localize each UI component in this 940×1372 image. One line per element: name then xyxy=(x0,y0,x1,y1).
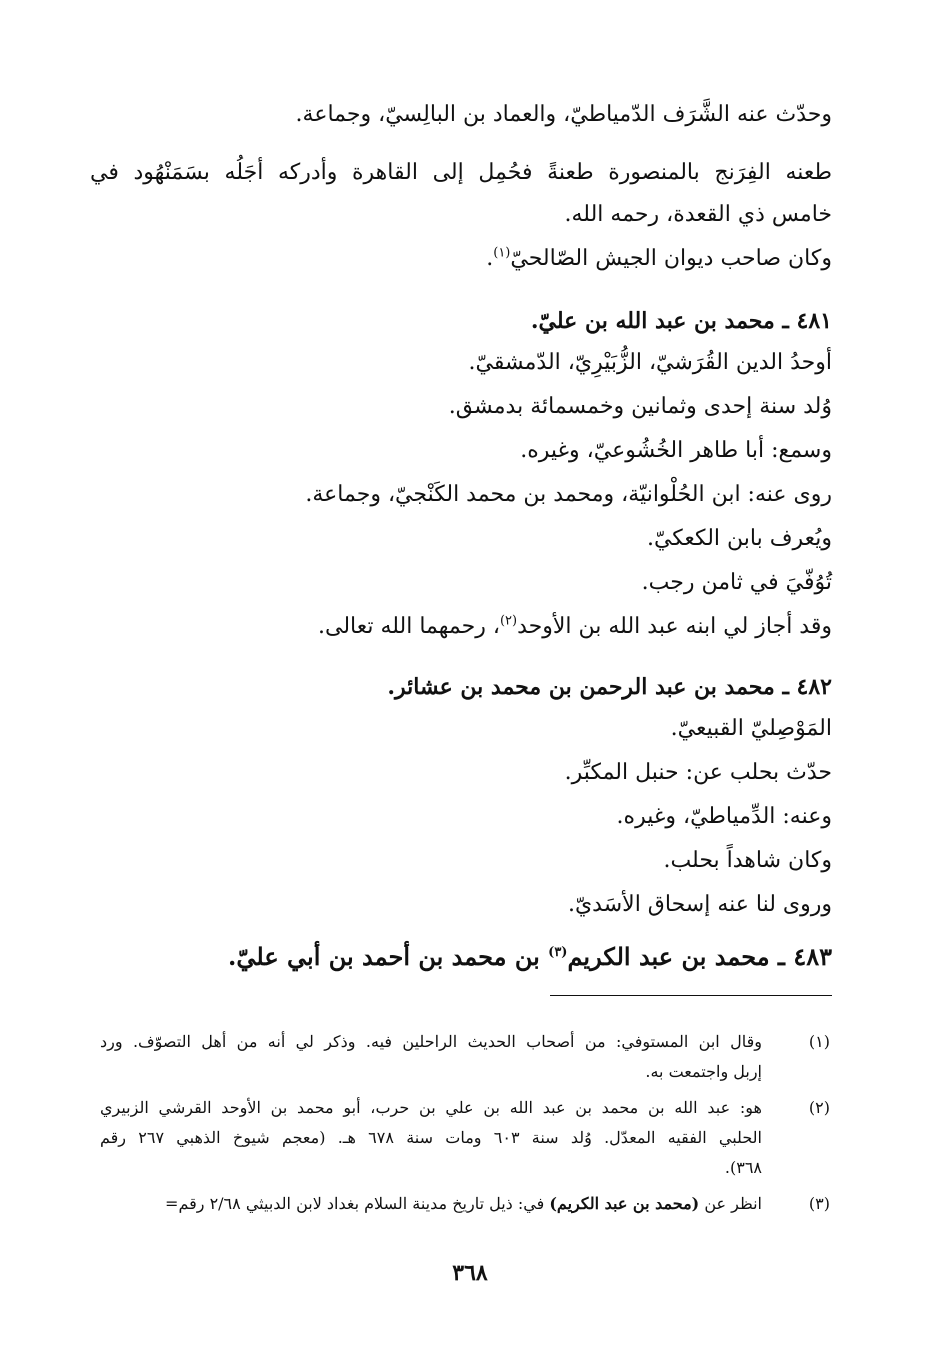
entry-482-line-4: وكان شاهداً بحلب. xyxy=(663,848,832,873)
footnote-3-line-1 xyxy=(96,1190,762,1218)
footnote-ref-3: (٣) xyxy=(548,945,568,960)
entry-482-line-3: وعنه: الدِّمياطيّ، وغيره. xyxy=(616,804,832,829)
entry-481-line-7 xyxy=(318,612,832,642)
entry-483-heading-b: بن محمد بن أحمد بن أبي عليّ. xyxy=(228,942,549,971)
entry-481-line-6: تُوُفّيَ في ثامن رجب. xyxy=(641,570,832,595)
entry-481-line-2: وُلد سنة إحدى وثمانين وخمسمائة بدمشق. xyxy=(448,394,832,419)
page-number: ٣٦٨ xyxy=(452,1260,488,1286)
footnote-3-text-b: في: ذيل تاريخ مدينة السلام بغداد لابن الدبيثي ٢/٦٨ رقم= xyxy=(165,1194,550,1213)
footnote-1-line-2: إربل واجتمعت به. xyxy=(645,1062,762,1081)
entry-481-heading: ٤٨١ ـ محمد بن عبد الله بن عليّ. xyxy=(530,308,832,334)
entry-481-line-1: أوحدُ الدين القُرَشيّ، الزُّبَيْرِيّ، الدّمشقيّ. xyxy=(468,350,832,375)
footnote-2-line-3: ٣٦٨). xyxy=(724,1158,762,1177)
entry-482-line-5: وروى لنا عنه إسحاق الأسَديّ. xyxy=(567,892,832,917)
footnote-3-text-a: انظر عن xyxy=(699,1194,762,1213)
footnote-2-number: (٢) xyxy=(808,1098,830,1117)
footnote-3-text-bold: (محمد بن عبد الكريم) xyxy=(549,1194,700,1213)
footnote-1-number: (١) xyxy=(808,1032,830,1051)
footnote-1-line-1: وقال ابن المستوفي: من أصحاب الحديث الراحلين فيه. وذكر لي أنه من أهل التصوّف. ورد xyxy=(100,1032,762,1051)
entry-483-heading-a: ٤٨٣ ـ محمد بن عبد الكريم xyxy=(567,942,832,971)
intro-line-4-end: . xyxy=(486,246,494,271)
footnote-separator xyxy=(550,995,832,996)
entry-482-heading: ٤٨٢ ـ محمد بن عبد الرحمن بن محمد بن عشائر. xyxy=(387,674,832,700)
entry-481-line-7-a: وقد أجاز لي ابنه عبد الله بن الأوحد xyxy=(517,614,832,639)
entry-481-line-7-b: ، رحمهما الله تعالى. xyxy=(318,614,500,639)
footnote-ref-1: (١) xyxy=(493,245,511,261)
footnote-2-line-1: هو: عبد الله بن محمد بن عبد الله بن علي بن حرب، أبو محمد بن الأوحد القرشي الزبيري xyxy=(100,1098,762,1117)
intro-line-2: طعنه الفِرَنج بالمنصورة طعنةً فحُمِل إلى القاهرة وأدركه أجَلُه بسَمَنْهُود في xyxy=(90,160,832,185)
entry-483-heading xyxy=(228,942,832,972)
intro-line-1: وحدّث عنه الشَّرَف الدّمياطيّ، والعماد بن البالِسيّ، وجماعة. xyxy=(295,102,832,127)
intro-line-4 xyxy=(486,244,832,274)
intro-line-3: خامس ذي القعدة، رحمه الله. xyxy=(564,202,832,227)
entry-481-line-4: روى عنه: ابن الحُلْوانيّة، ومحمد بن محمد الكَنْجيّ، وجماعة. xyxy=(305,482,832,507)
entry-482-line-2: حدّث بحلب عن: حنبل المكبِّر. xyxy=(564,760,832,785)
footnote-2-line-2: الحلبي الفقيه المعدّل. وُلد سنة ٦٠٣ ومات سنة ٦٧٨ هـ. (معجم شيوخ الذهبي ٢٦٧ رقم xyxy=(100,1128,763,1147)
entry-481-line-5: ويُعرف بابن الكعكيّ. xyxy=(646,526,832,551)
entry-481-line-3: وسمع: أبا طاهر الخُشُوعيّ، وغيره. xyxy=(520,438,832,463)
footnote-3-number: (٣) xyxy=(808,1194,830,1213)
intro-line-4-text: وكان صاحب ديوان الجيش الصّالحيّ xyxy=(510,246,832,271)
footnote-ref-2: (٢) xyxy=(499,613,518,629)
entry-482-line-1: المَوْصِليّ القبيعيّ. xyxy=(670,716,832,741)
